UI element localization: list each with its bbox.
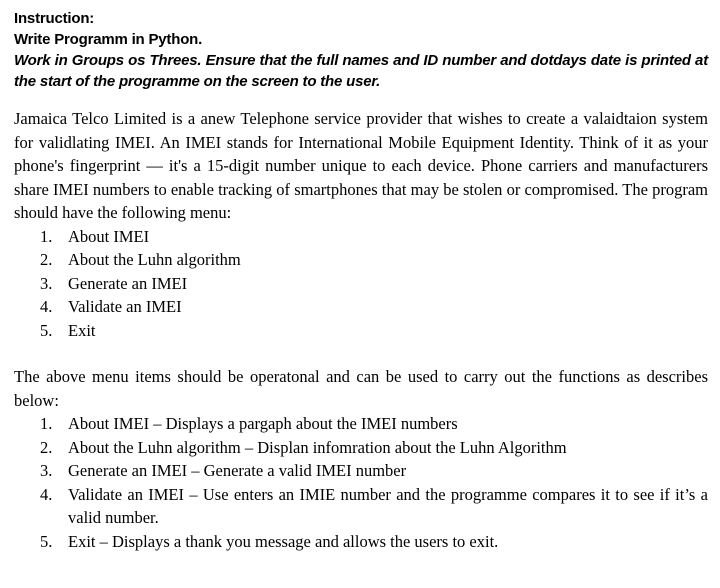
- menu-item-generate-imei: [14, 272, 708, 296]
- document-page: [14, 8, 708, 553]
- menu-item-number: 3.: [40, 273, 53, 293]
- menu-item-validate-imei: [14, 295, 708, 319]
- menu-item-text: Validate an IMEI: [68, 297, 182, 316]
- menu-item-number: 4.: [40, 297, 53, 316]
- menu-item-about-luhn: [14, 248, 708, 272]
- details-item-text: Exit – Displays a thank you message and allows the users to exit.: [68, 531, 499, 551]
- intro-paragraph: Jamaica Telco Limited is a anew Telephone service provider that wishes to create a valaidtaion system for validlating IMEI. An IMEI stands for International Mobile Equipment Identity. Think of it as your phone's fingerprint — it's a 15-digit number unique to each device. Phone carriers and manufacturers share IMEI numbers to enable tracking of smartphones that may be stolen or compromised. The program should have the following menu:: [14, 109, 708, 222]
- menu-item-text: About the Luhn algorithm: [68, 250, 241, 269]
- menu-item-exit: [14, 319, 708, 343]
- details-item-number: 3.: [40, 461, 53, 480]
- menu-item-number: 2.: [40, 250, 53, 269]
- menu-item-number: 1.: [40, 226, 53, 246]
- details-item-validate-imei: [14, 483, 708, 530]
- details-item-number: 4.: [40, 484, 53, 504]
- menu-item-about-imei: [14, 225, 708, 249]
- menu-item-number: 5.: [40, 320, 53, 340]
- details-item-number: 2.: [40, 437, 53, 457]
- details-item-text: Validate an IMEI – Use enters an IMIE number and the programme compares it to see if it’s a valid number.: [68, 484, 708, 527]
- instruction-label: Instruction:: [14, 10, 95, 27]
- details-item-about-imei: [14, 412, 708, 436]
- details-paragraph: The above menu items should be operatonal and can be used to carry out the functions as describes below:: [14, 367, 708, 410]
- menu-item-text: About IMEI: [68, 226, 150, 246]
- task-line: Write Programm in Python.: [14, 31, 203, 48]
- details-item-text: About the Luhn algorithm – Displan infomration about the Luhn Algorithm: [68, 437, 567, 457]
- details-item-number: 5.: [40, 531, 53, 551]
- group-note: Work in Groups os Threes. Ensure that the full names and ID number and dotdays date is printed at the start of the programme on the screen to the user.: [14, 52, 708, 90]
- details-item-text: Generate an IMEI – Generate a valid IMEI number: [68, 461, 407, 480]
- details-item-number: 1.: [40, 414, 53, 433]
- details-item-text: About IMEI – Displays a pargaph about the IMEI numbers: [68, 414, 458, 433]
- details-list: [14, 412, 708, 553]
- details-item-exit: [14, 530, 708, 554]
- menu-item-text: Exit: [68, 320, 96, 340]
- menu-item-text: Generate an IMEI: [68, 273, 188, 293]
- details-item-about-luhn: [14, 436, 708, 460]
- menu-list: [14, 225, 708, 343]
- details-item-generate-imei: [14, 459, 708, 483]
